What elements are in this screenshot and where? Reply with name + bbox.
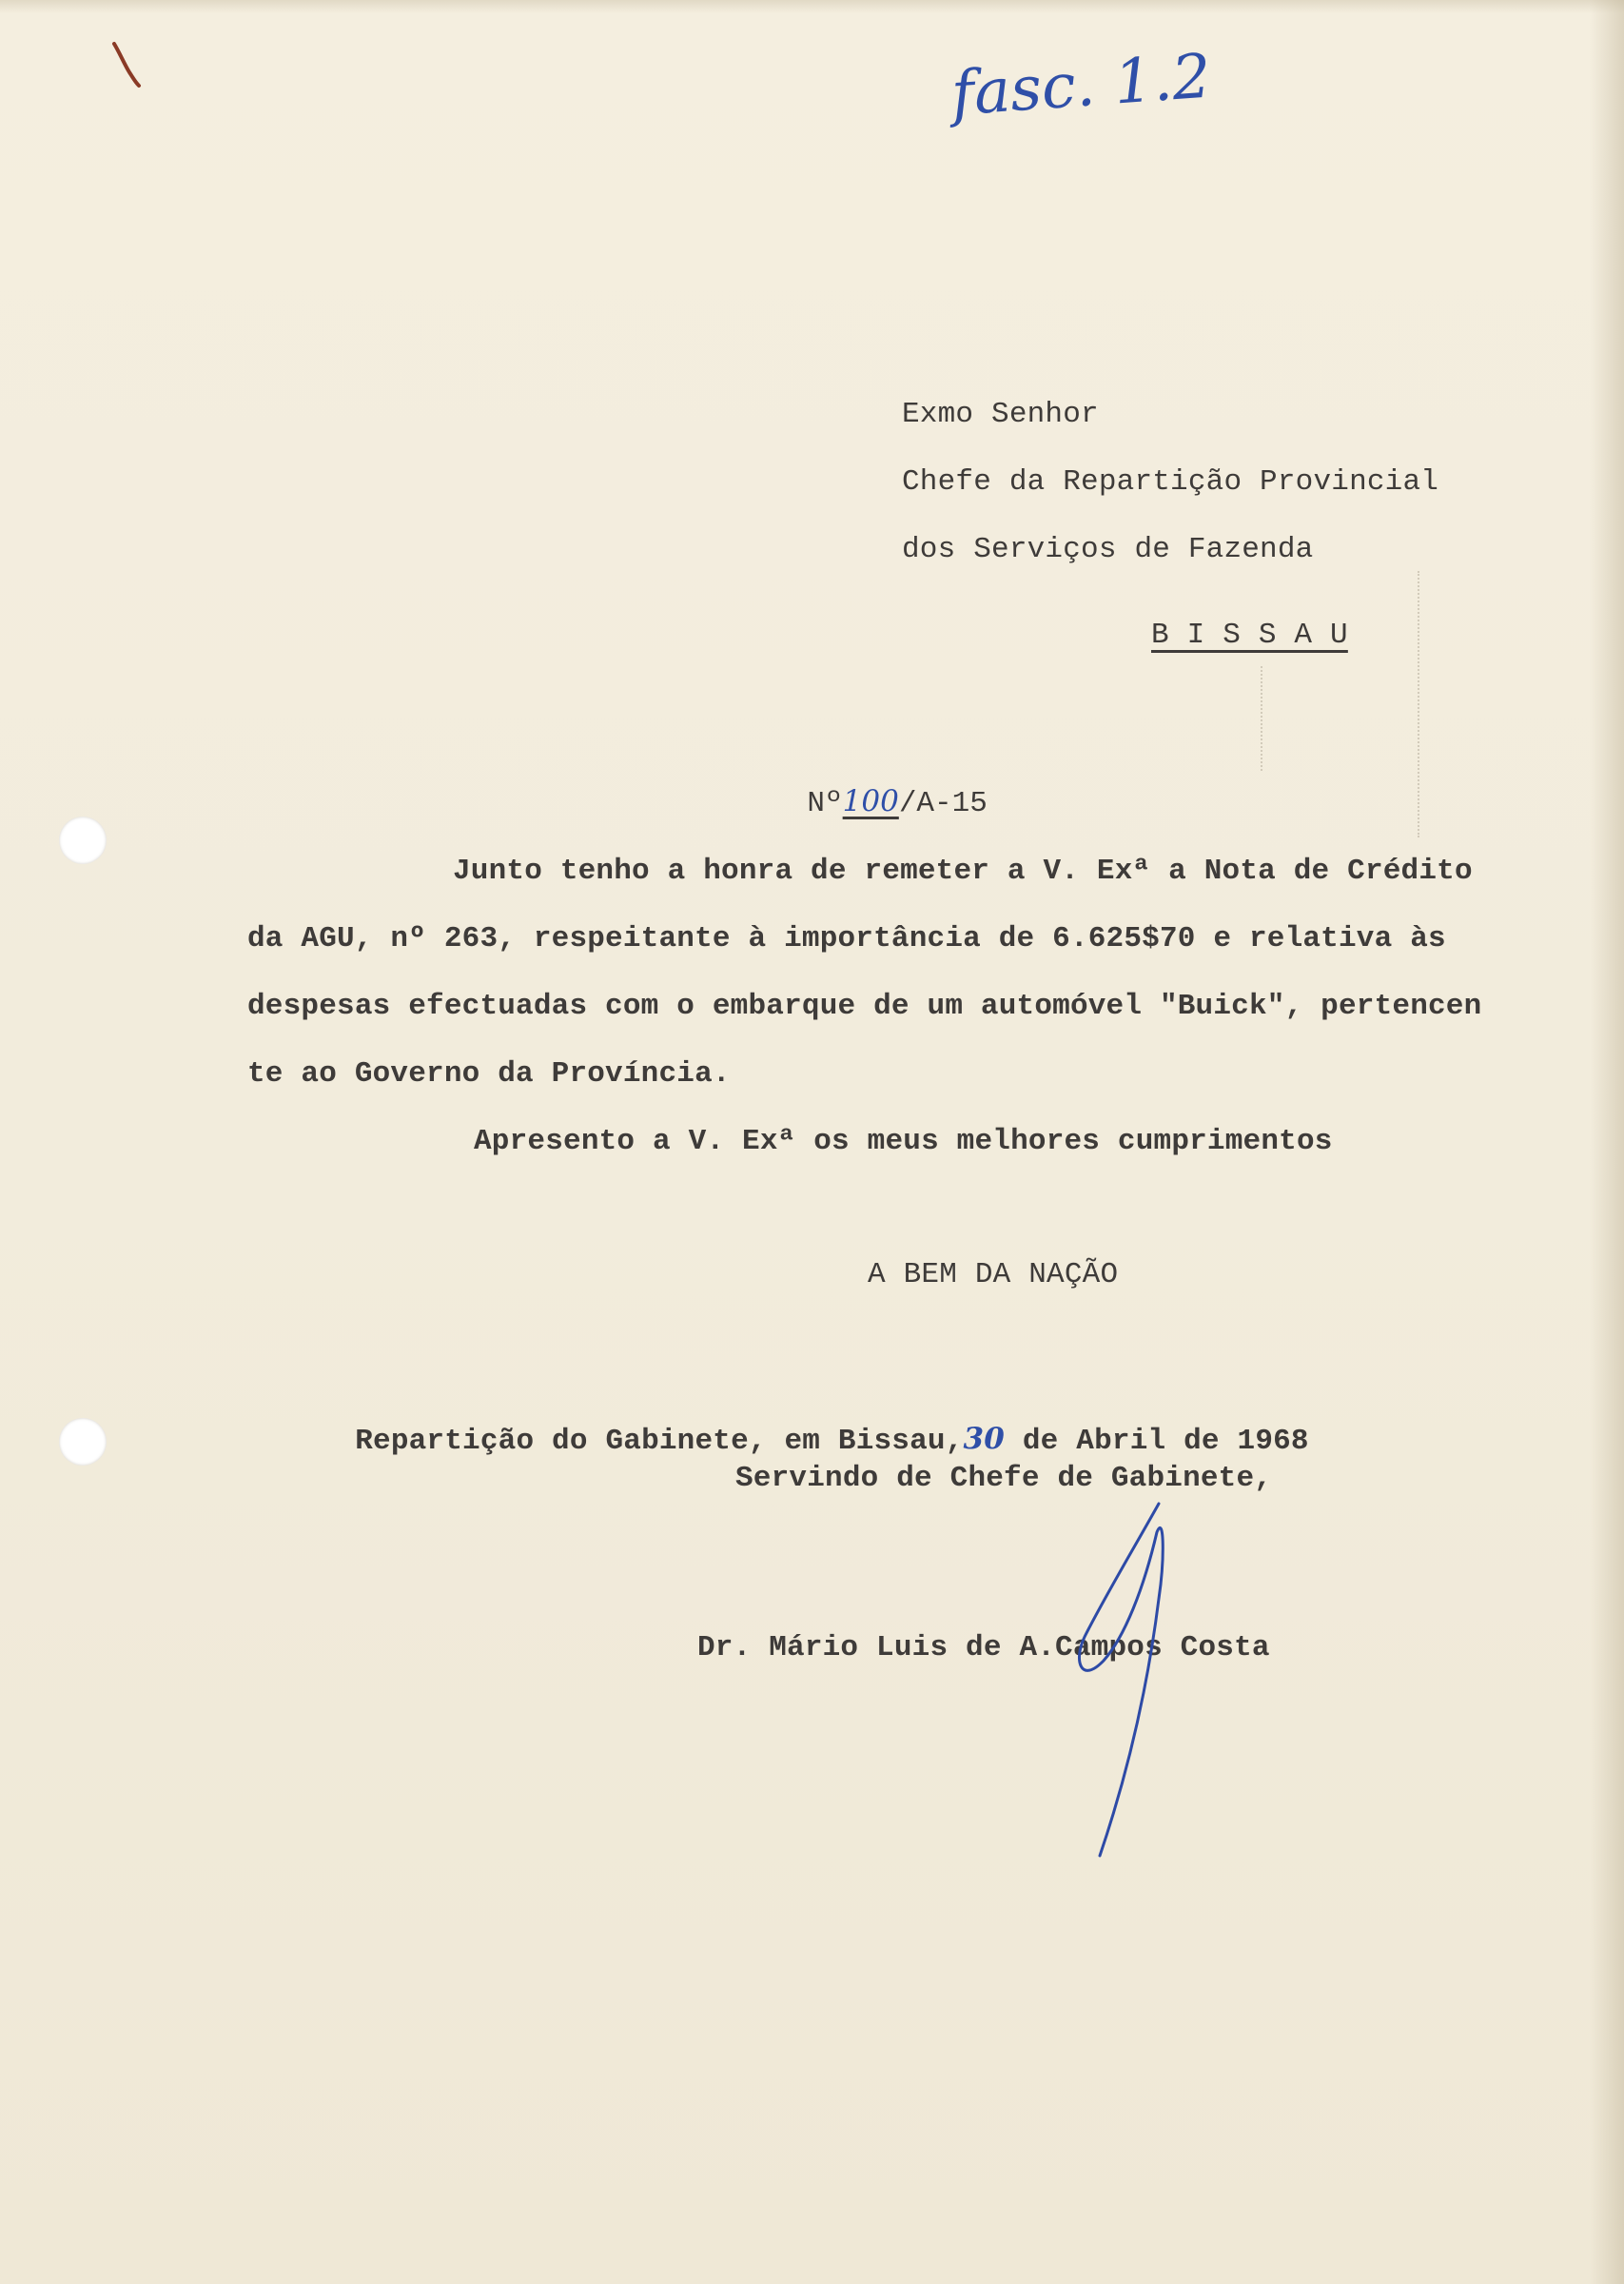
reference-suffix: /A-15 [898, 787, 988, 820]
body-line-1: Junto tenho a honra de remeter a V. Exª a Nota de Crédito [453, 855, 1473, 888]
motto: A BEM DA NAÇÃO [868, 1258, 1119, 1291]
reference-prefix: Nº [807, 787, 843, 820]
address-line-2: dos Serviços de Fazenda [902, 533, 1314, 566]
handwritten-signature [1047, 1494, 1199, 1865]
address-line-1: Chefe da Repartição Provincial [902, 465, 1439, 499]
corner-mark-icon [107, 36, 145, 93]
signatory-role: Servindo de Chefe de Gabinete, [735, 1462, 1273, 1495]
body-line-3: despesas efectuadas com o embarque de um automóvel "Buick", pertencen [247, 990, 1482, 1023]
body-line-4: te ao Governo da Província. [247, 1057, 731, 1091]
dateline-handwritten-day: 30 [963, 1422, 1006, 1456]
paper-right-edge [1590, 0, 1624, 2284]
dateline-date: de Abril de 1968 [1005, 1425, 1309, 1458]
fold-dots-2 [1261, 666, 1262, 771]
reference-number [736, 758, 988, 848]
reference-handwritten-number: 100 [842, 784, 899, 818]
punch-hole-bottom [59, 1418, 107, 1466]
address-salutation: Exmo Senhor [902, 398, 1099, 431]
paper-top-edge [0, 0, 1624, 13]
address-city: B I S S A U [1151, 619, 1348, 652]
body-closing: Apresento a V. Exª os meus melhores cumprimentos [474, 1125, 1333, 1158]
handwritten-annotation: fasc. 1.2 [949, 41, 1214, 130]
fold-dots [1418, 571, 1419, 837]
dateline-place: Repartição do Gabinete, em Bissau, [355, 1425, 964, 1458]
signatory-name: Dr. Mário Luis de A.Campos Costa [697, 1631, 1270, 1664]
punch-hole-top [59, 817, 107, 864]
body-line-2: da AGU, nº 263, respeitante à importância de 6.625$70 e relativa às [247, 922, 1446, 955]
